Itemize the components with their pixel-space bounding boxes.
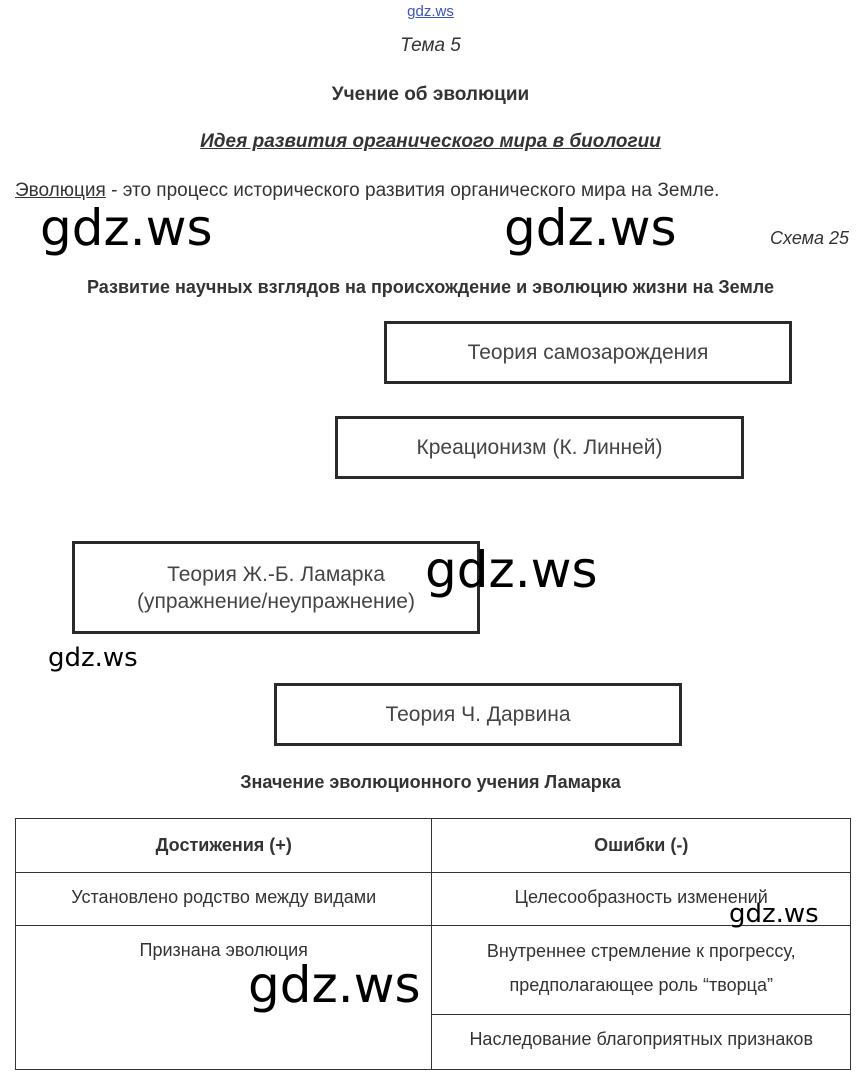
watermark: gdz.ws — [504, 199, 677, 257]
lamarck-table-title: Значение эволюционного учения Ламарка — [240, 772, 621, 792]
error-item — [438, 926, 844, 1002]
watermark: gdz.ws — [248, 956, 421, 1014]
box-darwin-theory — [274, 683, 682, 746]
table-cell — [432, 1015, 851, 1070]
box-label: Теория самозарождения — [467, 341, 709, 364]
definition-term: Эволюция — [15, 180, 106, 201]
box-label: Креационизм (К. Линней) — [416, 436, 663, 459]
error-item: Наследование благоприятных признаков — [469, 1029, 814, 1049]
table-cell — [16, 873, 432, 926]
box-label: Теория Ч. Дарвина — [385, 703, 571, 726]
page-title: Учение об эволюции — [331, 84, 530, 105]
achievement-item: Установлено родство между видами — [71, 887, 377, 907]
achievement-item: Признана эволюция — [139, 940, 308, 960]
error-line: Внутреннее стремление к прогрессу, — [486, 941, 796, 961]
site-link[interactable]: gdz.ws — [407, 3, 454, 20]
box-sublabel: (упражнение/неупражнение) — [137, 589, 415, 613]
header-errors: Ошибки (-) — [432, 819, 851, 873]
error-item: Целесообразность изменений — [514, 887, 768, 907]
table-header-row — [16, 819, 851, 873]
error-line: предполагающее роль “творца” — [509, 975, 773, 995]
box-creationism — [335, 416, 744, 479]
table-row — [16, 926, 851, 1015]
scheme-label: Схема 25 — [770, 228, 849, 248]
section-subtitle: Идея развития органического мира в биологии — [200, 131, 661, 152]
box-lamarck-theory — [72, 541, 480, 634]
watermark: gdz.ws — [729, 899, 819, 929]
header-achievements: Достижения (+) — [16, 819, 432, 873]
watermark: gdz.ws — [425, 541, 598, 599]
lamarck-table — [15, 818, 851, 1070]
topic-label: Тема 5 — [400, 35, 461, 56]
watermark: gdz.ws — [48, 643, 138, 673]
table-row — [16, 873, 851, 926]
definition-text: - это процесс исторического развития органического мира на Земле. — [105, 180, 720, 201]
watermark: gdz.ws — [40, 199, 213, 257]
scheme-title: Развитие научных взглядов на происхождение и эволюцию жизни на Земле — [87, 277, 774, 297]
box-label: Теория Ж.-Б. Ламарка — [167, 562, 385, 586]
box-spontaneous-generation — [384, 321, 792, 384]
table-cell — [432, 926, 851, 1015]
